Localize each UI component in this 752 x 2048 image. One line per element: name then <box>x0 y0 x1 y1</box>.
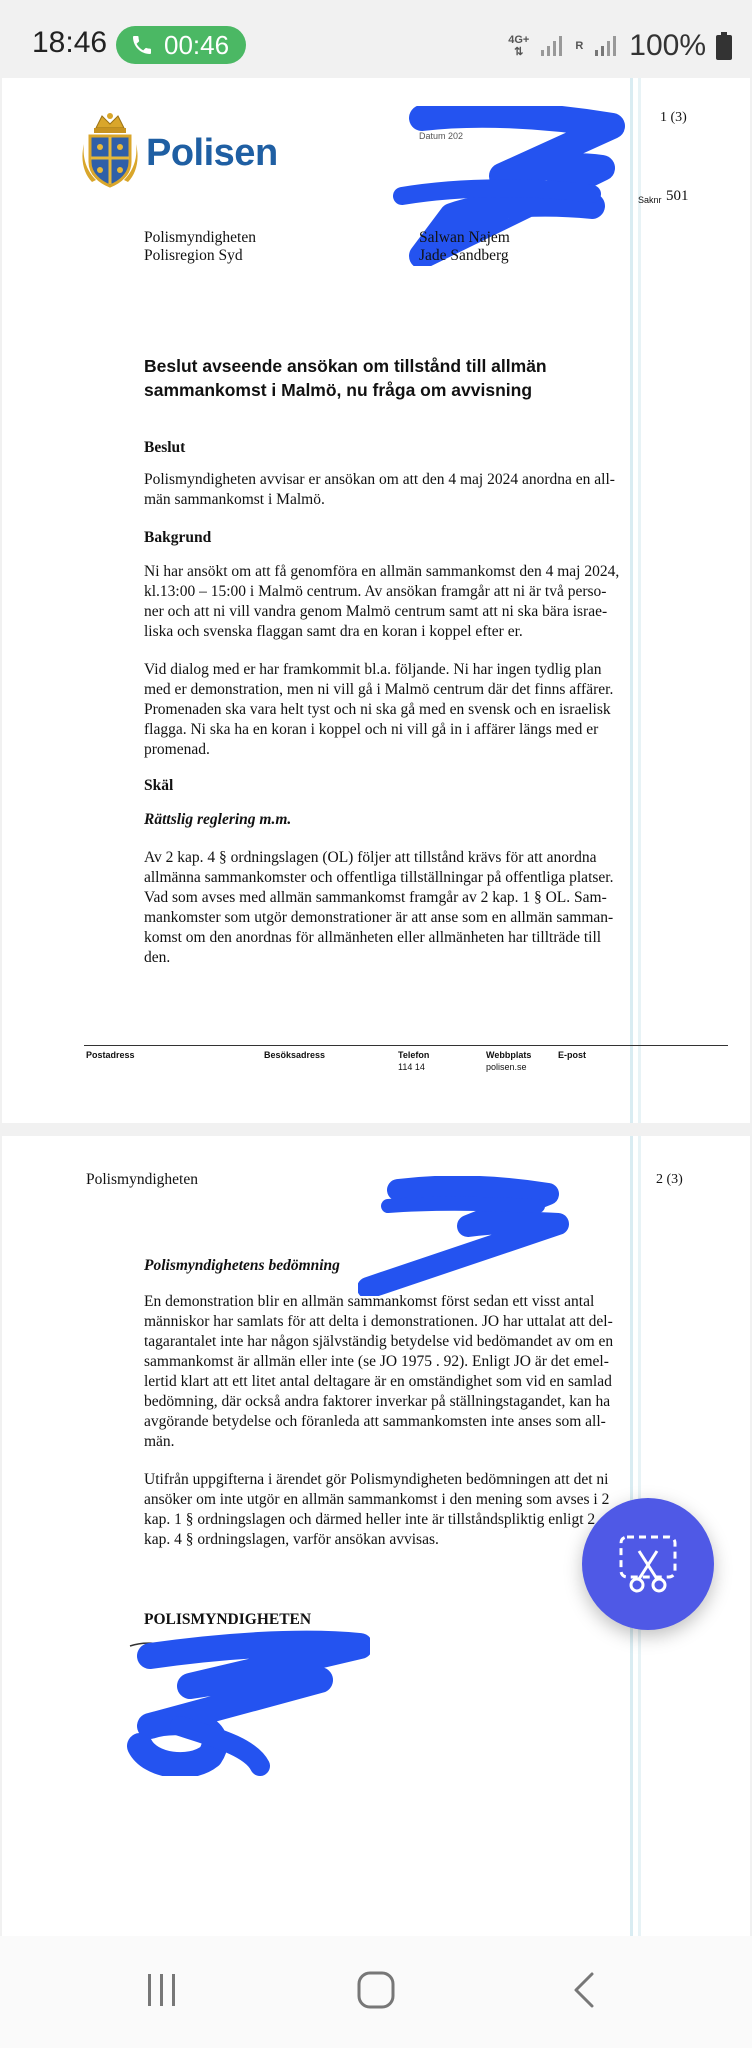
page-number: 1 (3) <box>660 110 687 125</box>
heading-bedomning: Polismyndighetens bedömning <box>144 1257 340 1274</box>
police-crest-icon <box>82 110 138 190</box>
decision-title: Beslut avseende ansökan om tillstånd till allmän sammankomst i Malmö, nu fråga om avvisning <box>144 356 547 400</box>
paragraph-beslut: Polismyndigheten avvisar er ansökan om att den 4 maj 2024 anordna en all- män sammankomst i Malmö. <box>144 471 615 508</box>
diarienummer: 1/2024 <box>550 188 589 203</box>
page2-header-authority: Polismyndigheten <box>86 1171 198 1188</box>
document-type: BESLUT <box>419 110 471 125</box>
page-number: 2 (3) <box>656 1172 683 1187</box>
signature-organization: POLISMYNDIGHETEN <box>144 1611 312 1628</box>
heading-rattslig-reglering: Rättslig reglering m.m. <box>144 811 292 828</box>
signal-icon-2 <box>593 34 619 58</box>
roaming-indicator: R <box>575 40 584 52</box>
status-bar <box>0 0 752 80</box>
sender-authority: Polismyndigheten <box>144 229 256 246</box>
paragraph-bakgrund-1: Ni har ansökt om att få genomföra en allmän sammankomst den 4 maj 2024, kl.13:00 – 15:00 i Malmö centrum. Av ansökan framgår att ni är två perso- ner och att ni vill vandra genom Malmö centrum samt att ni ska bära israe- liska och svenska flaggan samt dra en koran i koppel efter er. <box>144 563 620 640</box>
redaction-scribble <box>358 1176 578 1296</box>
footer-postadress-label: Postadress <box>86 1050 135 1060</box>
footer-webbplats-label: Webbplats <box>486 1050 532 1060</box>
footer-telefon-label: Telefon <box>398 1050 430 1060</box>
signal-icon <box>539 34 565 58</box>
footer-webbplats-value: polisen.se <box>486 1062 527 1072</box>
sender-region: Polisregion Syd <box>144 247 243 264</box>
status-indicators <box>508 26 732 66</box>
page2-header-reference: A25 <box>434 1201 451 1211</box>
date-label: Datum 202 <box>419 131 464 141</box>
document-page-1 <box>2 78 750 1123</box>
home-button[interactable] <box>336 1960 416 2020</box>
back-icon <box>566 1970 606 2010</box>
recipient-name-1: Salwan Najem <box>419 229 510 246</box>
battery-percent: 100% <box>629 29 706 62</box>
home-icon <box>356 1970 396 2010</box>
recipient-name-2: Jade Sandberg <box>419 247 509 264</box>
system-navigation-bar <box>0 1936 752 2048</box>
saknr-label: Saknr <box>638 195 662 205</box>
screenshot-capture-button[interactable] <box>582 1498 714 1630</box>
recents-button[interactable] <box>122 1960 202 2020</box>
footer-divider <box>84 1045 728 1046</box>
back-button[interactable] <box>546 1960 626 2020</box>
footer-besoksadress-label: Besöksadress <box>264 1050 326 1060</box>
status-time: 18:46 <box>32 26 108 59</box>
saknr-value: 501 <box>666 188 689 204</box>
paragraph-ordningslagen: Av 2 kap. 4 § ordningslagen (OL) följer att tillstånd krävs för att anordna allmänna sammankomster och offentliga tillställningar på offentliga platser. Vad som avses med allmän sammankomst framgår av 2 kap. 1 § OL. Sam- mankomster som utgör demonstrationer är att anse som en allmän samman- komst om den anordnas för allmänheten eller allmänheten har tillträde till den. <box>144 849 614 966</box>
paragraph-bakgrund-2: Vid dialog med er har framkommit bl.a. följande. Ni har ingen tydlig plan med er demonstration, men ni vill gå i Malmö centrum där det finns affärer. Promenaden ska vara helt tyst och ni ska gå med en svensk och en israelisk flagga. Ni ska ha en koran i koppel och ni vill gå in i affärer längs med er promenad. <box>144 661 614 758</box>
network-type: 4G+ ⇅ <box>508 34 530 58</box>
screenshot-scissors-icon <box>617 1533 679 1595</box>
footer-telefon-value: 114 14 <box>398 1062 425 1072</box>
heading-skal: Skäl <box>144 777 174 794</box>
polisen-logo <box>82 110 292 190</box>
footer-epost-label: E-post <box>558 1050 586 1060</box>
recents-icon <box>142 1970 182 2010</box>
phone-icon <box>130 33 154 57</box>
call-timer: 00:46 <box>164 29 230 60</box>
logo-wordmark: Polisen <box>146 132 278 174</box>
paragraph-bedomning-1: En demonstration blir en allmän sammankomst först sedan ett visst antal människor har samlats för att delta i demonstrationen. JO har uttalat att del- tagarantalet inte har någon självständig betydelse vid bedömandet av om en sammankomst är allmän eller inte (se JO 1975 . 92). Enligt JO är det emel- lertid klart att ett litet antal deltagare är en omständighet som vid en samlad bedömning, där också andra faktorer inverkar på ställningstagandet, kan ha avgörande betydelse och föranleda att sammankomsten inte anses som all- män. <box>144 1293 614 1450</box>
page-guide-line <box>638 78 641 1123</box>
heading-bakgrund: Bakgrund <box>144 529 212 546</box>
ongoing-call-chip[interactable] <box>116 26 246 64</box>
battery-icon <box>716 32 732 60</box>
heading-beslut: Beslut <box>144 439 186 456</box>
paragraph-bedomning-2: Utifrån uppgifterna i ärendet gör Polismyndigheten bedömningen att det ni ansöker om inte utgör en allmän sammankomst i den mening som avses i 2 kap. 1 § ordningslagen och därmed heller inte är tillståndspliktig enligt 2 kap. 4 § ordningslagen, varför ansökan avvisas. <box>144 1471 610 1548</box>
signature-redaction-scribble <box>120 1616 370 1776</box>
